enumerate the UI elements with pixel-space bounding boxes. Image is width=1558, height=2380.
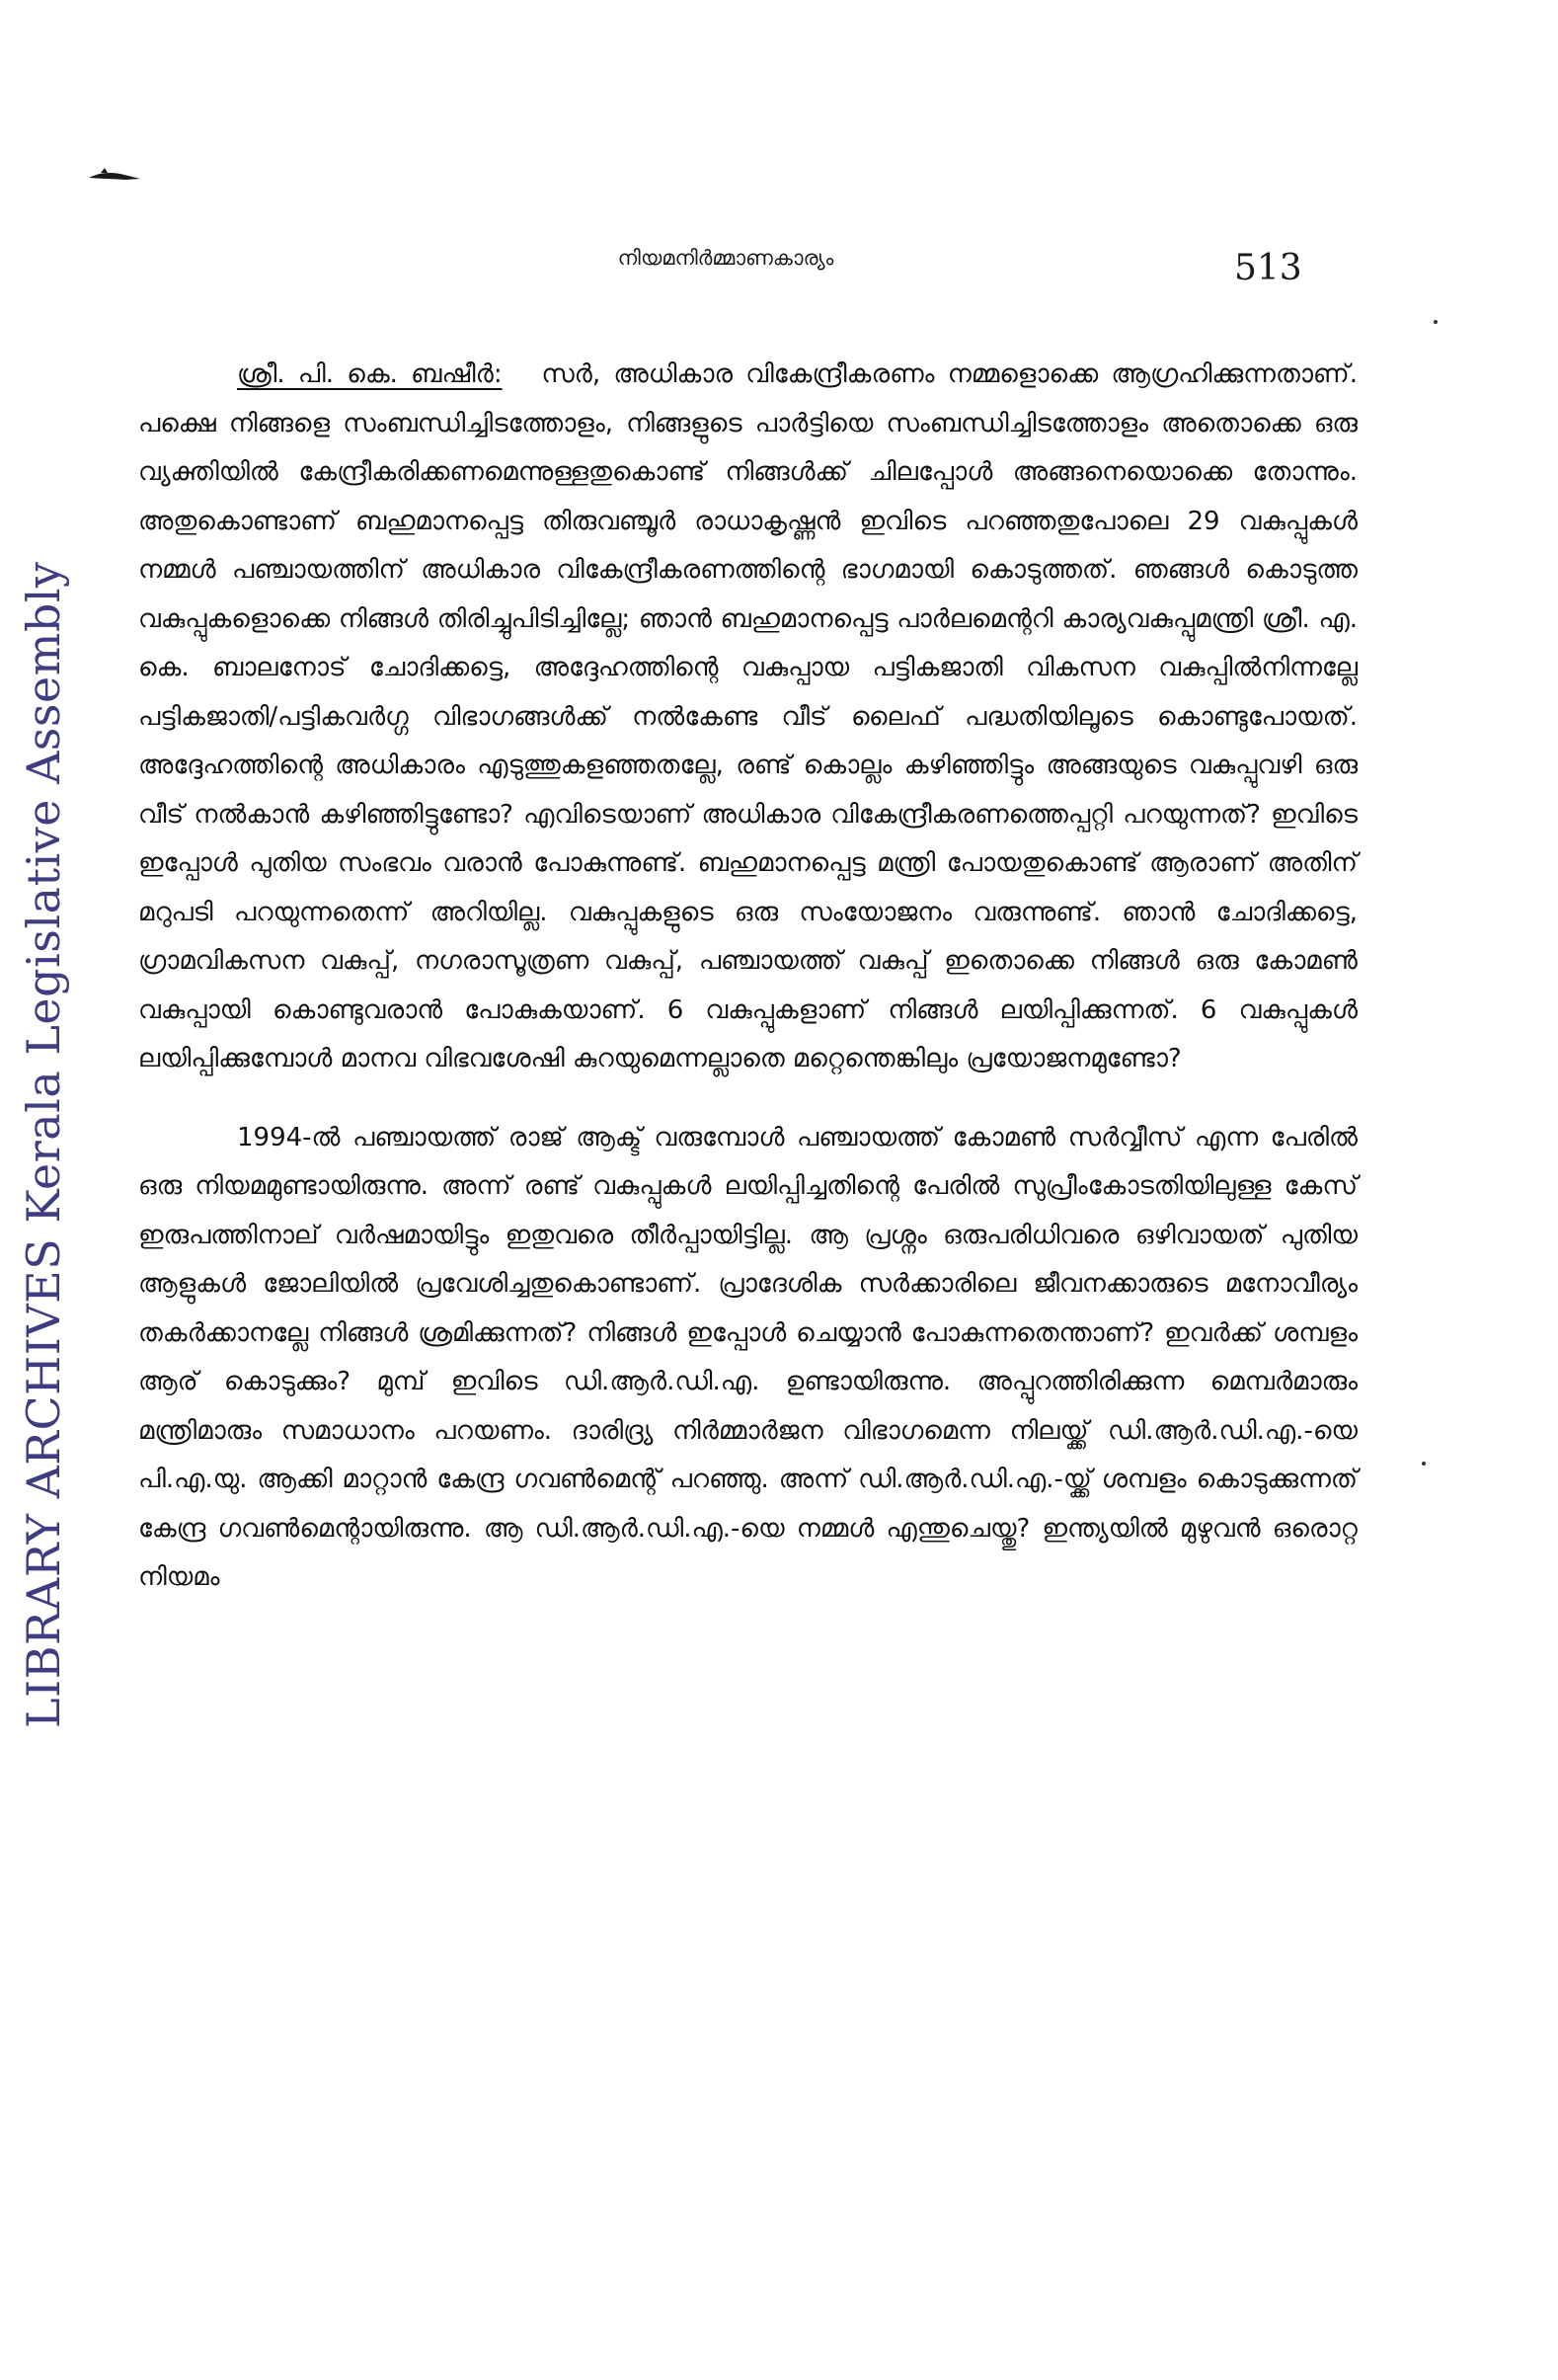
archive-watermark: LIBRARY ARCHIVES Kerala Legislative Assembly: [17, 561, 70, 1728]
running-title: നിയമനിർമ്മാണകാര്യം: [617, 246, 834, 270]
page-number: 513: [1234, 248, 1302, 288]
paragraph-2: [138, 1114, 1358, 1603]
speaker-name: ശ്രീ. പി. കെ. ബഷീർ:: [237, 359, 503, 389]
ink-mark: [87, 166, 142, 186]
scan-speck: [1434, 320, 1438, 324]
paragraph-text: സർ, അധികാര വികേന്ദ്രീകരണം നമ്മളൊക്കെ ആഗ്രഹിക്കുന്നതാണ്. പക്ഷെ നിങ്ങളെ സംബന്ധിച്ചിടത്തോളം, നിങ്ങളുടെ പാർട്ടിയെ സംബന്ധിച്ചിടത്തോളം അതൊക്കെ ഒരു വ്യക്തിയിൽ കേന്ദ്രീകരിക്കണമെന്നുള്ളതുകൊണ്ട് നിങ്ങൾക്ക് ചിലപ്പോൾ അങ്ങനെയൊക്കെ തോന്നും. അതുകൊണ്ടാണ് ബഹുമാനപ്പെട്ട തിരുവഞ്ചൂർ രാധാകൃഷ്ണൻ ഇവിടെ പറഞ്ഞതുപോലെ 29 വകുപ്പുകൾ നമ്മൾ പഞ്ചായത്തിന് അധികാര വികേന്ദ്രീകരണത്തിന്റെ ഭാഗമായി കൊടുത്തത്. ഞങ്ങൾ കൊടുത്ത വകുപ്പുകളൊക്കെ നിങ്ങൾ തിരിച്ചുപിടിച്ചില്ലേ; ഞാൻ ബഹുമാനപ്പെട്ട പാർലമെന്ററി കാര്യവകുപ്പുമന്ത്രി ശ്രീ. എ. കെ. ബാലനോട് ചോദിക്കട്ടെ, അദ്ദേഹത്തിന്റെ വകുപ്പായ പട്ടികജാതി വികസന വകുപ്പിൽനിന്നല്ലേ പട്ടികജാതി/പട്ടികവർഗ്ഗ വിഭാഗങ്ങൾക്ക് നൽകേണ്ട വീട് ലൈഫ് പദ്ധതിയിലൂടെ കൊണ്ടുപോയത്. അദ്ദേഹത്തിന്റെ അധികാരം എടുത്തുകളഞ്ഞതല്ലേ, രണ്ട് കൊല്ലം കഴിഞ്ഞിട്ടും അങ്ങയുടെ വകുപ്പുവഴി ഒരു വീട് നൽകാൻ കഴിഞ്ഞിട്ടുണ്ടോ? എവിടെയാണ് അധികാര വികേന്ദ്രീകരണത്തെപ്പറ്റി പറയുന്നത്? ഇവിടെ ഇപ്പോൾ പുതിയ സംഭവം വരാൻ പോകുന്നുണ്ട്. ബഹുമാനപ്പെട്ട മന്ത്രി പോയതുകൊണ്ട് ആരാണ് അതിന് മറുപടി പറയുന്നതെന്ന് അറിയില്ല. വകുപ്പുകളുടെ ഒരു സംയോജനം വരുന്നുണ്ട്. ഞാൻ ചോദിക്കട്ടെ, ഗ്രാമവികസന വകുപ്പ്, നഗരാസൂത്രണ വകുപ്പ്, പഞ്ചായത്ത് വകുപ്പ് ഇതൊക്കെ നിങ്ങൾ ഒരു കോമൺ വകുപ്പായി കൊണ്ടുവരാൻ പോകുകയാണ്. 6 വകുപ്പുകളാണ് നിങ്ങൾ ലയിപ്പിക്കുന്നത്. 6 വകുപ്പുകൾ ലയിപ്പിക്കുമ്പോൾ മാനവ വിഭവശേഷി കുറയുമെന്നല്ലാതെ മറ്റെന്തെങ്കിലും പ്രയോജനമുണ്ടോ?: [138, 359, 1358, 1073]
paragraph-text: 1994-ൽ പഞ്ചായത്ത് രാജ് ആക്ട് വരുമ്പോൾ പഞ്ചായത്ത് കോമൺ സർവ്വീസ് എന്ന പേരിൽ ഒരു നിയമമുണ്ടായിരുന്നു. അന്ന് രണ്ട് വകുപ്പുകൾ ലയിപ്പിച്ചതിന്റെ പേരിൽ സുപ്രീംകോടതിയിലുള്ള കേസ് ഇരുപത്തിനാല് വർഷമായിട്ടും ഇതുവരെ തീർപ്പായിട്ടില്ല. ആ പ്രശ്നം ഒരുപരിധിവരെ ഒഴിവായത് പുതിയ ആളുകൾ ജോലിയിൽ പ്രവേശിച്ചതുകൊണ്ടാണ്. പ്രാദേശിക സർക്കാരിലെ ജീവനക്കാരുടെ മനോവീര്യം തകർക്കാനല്ലേ നിങ്ങൾ ശ്രമിക്കുന്നത്? നിങ്ങൾ ഇപ്പോൾ ചെയ്യാൻ പോകുന്നതെന്താണ്? ഇവർക്ക് ശമ്പളം ആര് കൊടുക്കും? മുമ്പ് ഇവിടെ ഡി.ആർ.ഡി.എ. ഉണ്ടായിരുന്നു. അപ്പുറത്തിരിക്കുന്ന മെമ്പർമാരും മന്ത്രിമാരും സമാധാനം പറയണം. ദാരിദ്ര്യ നിർമ്മാർജന വിഭാഗമെന്ന നിലയ്ക്ക് ഡി.ആർ.ഡി.എ.-യെ പി.എ.യു. ആക്കി മാറ്റാൻ കേന്ദ്ര ഗവൺമെന്റ് പറഞ്ഞു. അന്ന് ഡി.ആർ.ഡി.എ.-യ്ക്ക് ശമ്പളം കൊടുക്കുന്നത് കേന്ദ്ര ഗവൺമെന്റായിരുന്നു. ആ ഡി.ആർ.ഡി.എ.-യെ നമ്മൾ എന്തുചെയ്തു? ഇന്ത്യയിൽ മുഴുവൻ ഒരൊറ്റ നിയമം: [138, 1122, 1358, 1592]
scan-speck: [1422, 1462, 1426, 1466]
paragraph-1: [138, 351, 1358, 1084]
body-text: [138, 351, 1358, 1603]
